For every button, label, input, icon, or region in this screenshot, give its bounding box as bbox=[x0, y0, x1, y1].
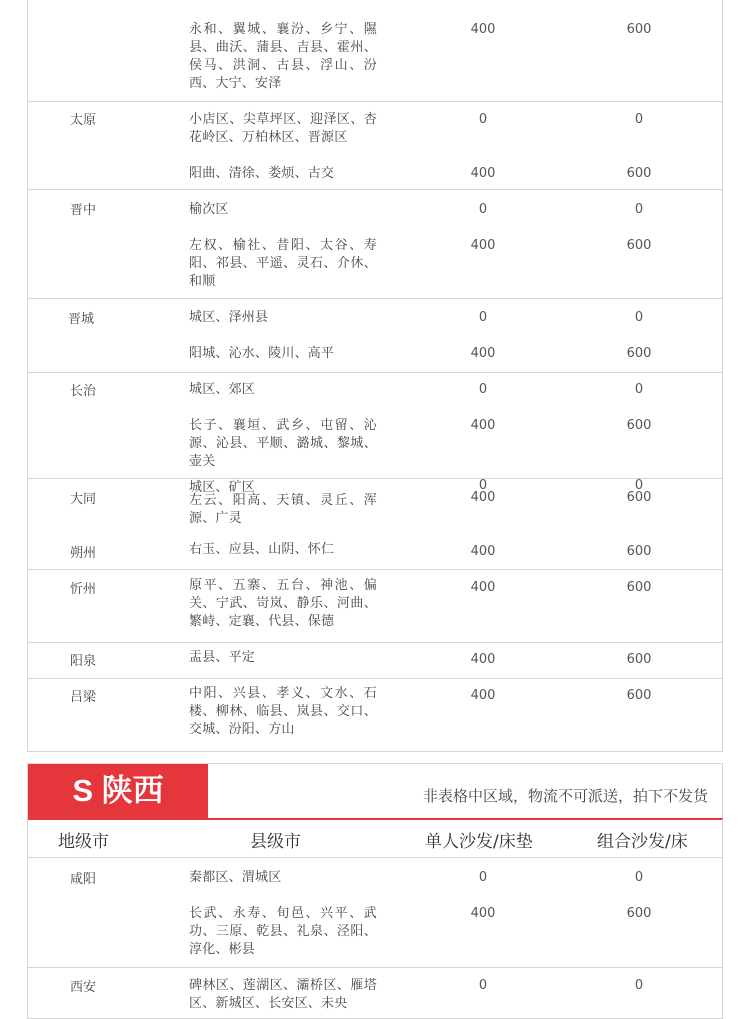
combo-sofa-fee: 0 bbox=[634, 978, 644, 993]
combo-sofa-fee: 0 bbox=[634, 870, 644, 885]
combo-sofa-fee: 600 bbox=[626, 166, 652, 181]
city-name: 吕梁 bbox=[70, 690, 97, 705]
single-sofa-fee: 400 bbox=[470, 166, 496, 181]
combo-sofa-fee: 600 bbox=[626, 652, 652, 667]
single-sofa-fee: 400 bbox=[470, 418, 496, 433]
district-list: 城区、泽州县 bbox=[189, 310, 269, 325]
single-sofa-fee: 0 bbox=[478, 202, 488, 217]
single-sofa-fee: 0 bbox=[478, 112, 488, 127]
district-list: 秦都区、渭城区 bbox=[189, 870, 282, 885]
column-header-single-sofa: 单人沙发/床垫 bbox=[425, 832, 533, 852]
combo-sofa-fee: 600 bbox=[626, 688, 652, 703]
district-list: 长武、永寿、旬邑、兴平、武功、三原、乾县、礼泉、泾阳、淳化、彬县 bbox=[189, 906, 377, 957]
delivery-notice: 非表格中区域，物流不可派送，拍下不发货 bbox=[422, 787, 708, 805]
single-sofa-fee: 0 bbox=[478, 310, 488, 325]
combo-sofa-fee: 600 bbox=[626, 238, 652, 253]
city-name: 晋城 bbox=[68, 312, 95, 327]
single-sofa-fee: 400 bbox=[470, 544, 496, 559]
city-name: 西安 bbox=[70, 980, 97, 995]
row-divider bbox=[28, 642, 723, 643]
combo-sofa-fee: 600 bbox=[626, 544, 652, 559]
combo-sofa-fee: 0 bbox=[634, 310, 644, 325]
column-header-city: 地级市 bbox=[58, 832, 109, 852]
single-sofa-fee: 400 bbox=[470, 906, 496, 921]
combo-sofa-fee: 600 bbox=[626, 346, 652, 361]
combo-sofa-fee: 0 bbox=[634, 112, 644, 127]
city-name: 阳泉 bbox=[70, 654, 97, 669]
district-list: 碑林区、莲湖区、灞桥区、雁塔区、新城区、长安区、未央 bbox=[189, 978, 377, 1011]
combo-sofa-fee: 0 bbox=[634, 202, 644, 217]
row-divider bbox=[28, 298, 723, 299]
column-header-district: 县级市 bbox=[250, 832, 301, 852]
single-sofa-fee: 0 bbox=[478, 478, 488, 493]
header-divider bbox=[28, 857, 723, 858]
city-name: 大同 bbox=[70, 492, 97, 507]
district-list: 阳曲、清徐、娄烦、古交 bbox=[189, 166, 335, 181]
city-name: 咸阳 bbox=[70, 872, 97, 887]
district-list: 长子、襄垣、武乡、屯留、沁源、沁县、平顺、潞城、黎城、壶关 bbox=[189, 418, 377, 469]
district-list: 阳城、沁水、陵川、高平 bbox=[189, 346, 335, 361]
combo-sofa-fee: 600 bbox=[626, 580, 652, 595]
combo-sofa-fee: 0 bbox=[634, 478, 644, 493]
combo-sofa-fee: 600 bbox=[626, 490, 652, 505]
district-list: 原平、五寨、五台、神池、偏关、宁武、岢岚、静乐、河曲、繁峙、定襄、代县、保德 bbox=[189, 578, 377, 629]
row-divider bbox=[28, 678, 723, 679]
column-header-combo-sofa: 组合沙发/床 bbox=[597, 832, 688, 852]
combo-sofa-fee: 600 bbox=[626, 418, 652, 433]
city-name: 晋中 bbox=[70, 203, 97, 218]
row-divider bbox=[28, 101, 723, 102]
single-sofa-fee: 0 bbox=[478, 382, 488, 397]
single-sofa-fee: 400 bbox=[470, 688, 496, 703]
combo-sofa-fee: 600 bbox=[626, 906, 652, 921]
city-name: 太原 bbox=[70, 113, 97, 128]
combo-sofa-fee: 600 bbox=[626, 22, 652, 37]
single-sofa-fee: 400 bbox=[470, 22, 496, 37]
single-sofa-fee: 0 bbox=[478, 870, 488, 885]
city-name: 长治 bbox=[70, 384, 97, 399]
row-divider bbox=[28, 372, 723, 373]
single-sofa-fee: 400 bbox=[470, 346, 496, 361]
single-sofa-fee: 400 bbox=[470, 580, 496, 595]
combo-sofa-fee: 0 bbox=[634, 382, 644, 397]
row-divider bbox=[28, 569, 723, 570]
district-list: 中阳、兴县、孝义、文水、石楼、柳林、临县、岚县、交口、交城、汾阳、方山 bbox=[189, 686, 377, 737]
city-name: 朔州 bbox=[70, 546, 97, 561]
district-list: 榆次区 bbox=[189, 202, 229, 217]
row-divider bbox=[28, 967, 723, 968]
district-list: 左云、阳高、天镇、灵丘、浑源、广灵 bbox=[189, 493, 377, 526]
row-divider bbox=[28, 189, 723, 190]
district-list: 永和、翼城、襄汾、乡宁、隰县、曲沃、蒲县、吉县、霍州、侯马、洪洞、古县、浮山、汾西、大宁、安泽 bbox=[189, 22, 377, 91]
single-sofa-fee: 400 bbox=[470, 238, 496, 253]
district-list: 城区、郊区 bbox=[189, 382, 256, 397]
city-name: 忻州 bbox=[70, 582, 97, 597]
single-sofa-fee: 400 bbox=[470, 652, 496, 667]
single-sofa-fee: 400 bbox=[470, 490, 496, 505]
district-list: 盂县、平定 bbox=[189, 650, 256, 665]
district-list: 右玉、应县、山阴、怀仁 bbox=[189, 542, 335, 557]
single-sofa-fee: 0 bbox=[478, 978, 488, 993]
district-list: 左权、榆社、昔阳、太谷、寿阳、祁县、平遥、灵石、介休、和顺 bbox=[189, 238, 377, 289]
district-list: 城区、矿区 bbox=[189, 480, 256, 495]
province-badge: S 陕西 bbox=[28, 764, 208, 818]
district-list: 小店区、尖草坪区、迎泽区、杏花岭区、万柏林区、晋源区 bbox=[189, 112, 377, 145]
